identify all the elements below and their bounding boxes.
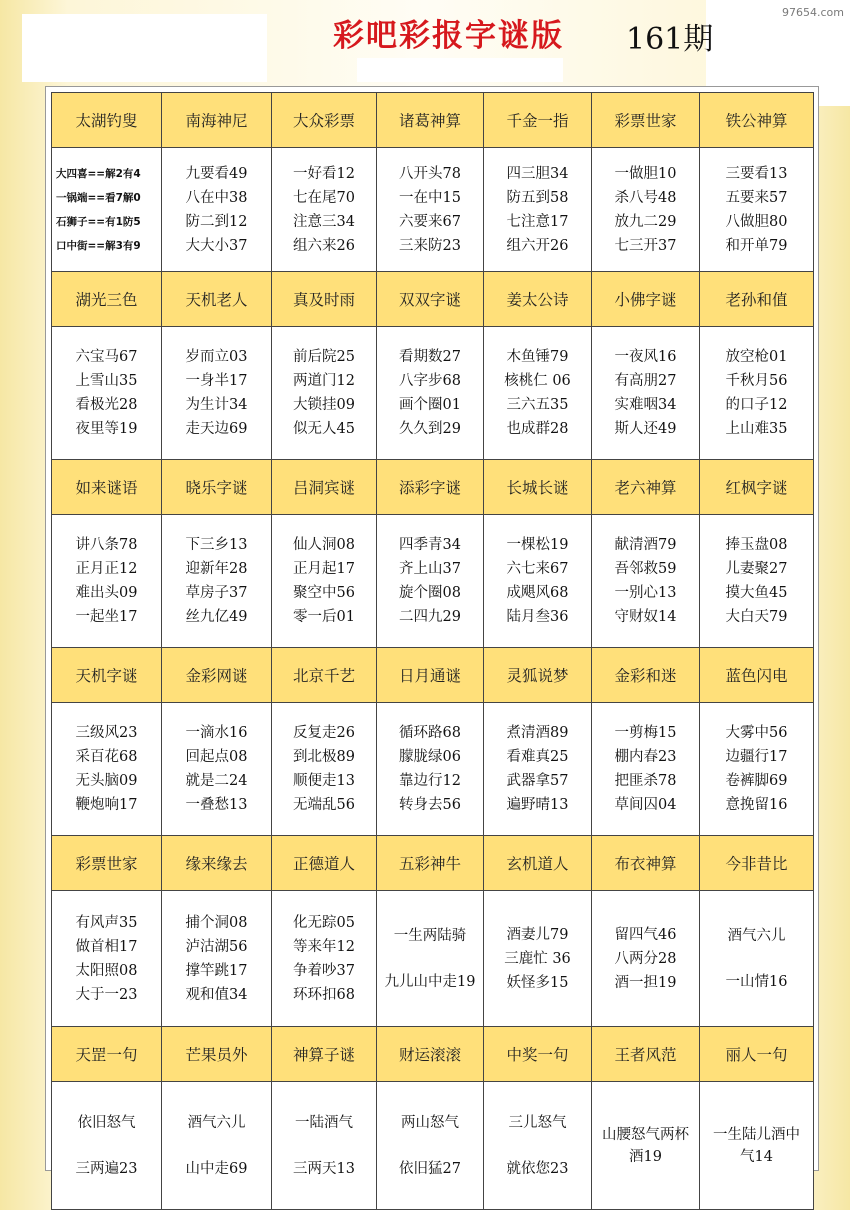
clue-line: 太阳照08 — [75, 962, 138, 979]
puzzle-cell — [162, 703, 272, 836]
clue-line: 下三乡13 — [185, 537, 248, 553]
clue-line: 就是二24 — [185, 773, 248, 789]
clue-line: 卷裤脚69 — [725, 773, 788, 789]
clue-line: 酒一担19 — [614, 974, 677, 991]
header-row — [52, 648, 814, 703]
column-header: 晓乐字谜 — [162, 460, 272, 515]
puzzle-cell — [592, 891, 700, 1027]
puzzle-cell — [484, 327, 592, 460]
clue-line: 放九二29 — [614, 213, 677, 230]
clue-line: 斯人还49 — [614, 421, 677, 437]
clue-line: 大白天79 — [725, 609, 788, 625]
clue-line: 看期数27 — [399, 349, 461, 365]
clue-line: 为生计34 — [185, 397, 248, 413]
puzzle-table — [51, 92, 814, 1210]
clue-line: 三两天13 — [293, 1160, 355, 1177]
clue-line: 成飓风68 — [506, 585, 569, 601]
clue-line: 仙人洞08 — [293, 537, 355, 553]
column-header: 五彩神牛 — [377, 836, 484, 891]
clue-line: 一好看12 — [293, 165, 355, 182]
clue-line: 山中走69 — [185, 1160, 248, 1177]
clue-line: 棚内春23 — [614, 749, 677, 765]
column-header: 吕洞宾谜 — [272, 460, 377, 515]
clue-line: 七三开37 — [614, 237, 677, 254]
column-header: 老六神算 — [592, 460, 700, 515]
clue-line: 依旧怒气 — [77, 1114, 136, 1131]
clue-line: 似无人45 — [293, 421, 355, 437]
puzzle-cell — [484, 703, 592, 836]
column-header: 彩票世家 — [52, 836, 162, 891]
clue-line: 一生两陆骑 — [393, 927, 467, 944]
clue-line: 零一后01 — [293, 609, 355, 625]
clue-line: 杀八号48 — [614, 189, 677, 206]
column-header: 铁公神算 — [700, 93, 814, 148]
column-header: 小佛字谜 — [592, 272, 700, 327]
column-header: 千金一指 — [484, 93, 592, 148]
clue-line: 前后院25 — [293, 349, 355, 365]
column-header: 日月通谜 — [377, 648, 484, 703]
clue-line: 上山难35 — [725, 421, 788, 437]
clue-line: 走天边69 — [185, 421, 248, 437]
clue-line: 四季青34 — [399, 537, 461, 553]
column-header: 正德道人 — [272, 836, 377, 891]
header-row — [52, 836, 814, 891]
column-header: 芒果员外 — [162, 1027, 272, 1082]
clue-line: 大雾中56 — [725, 725, 788, 741]
column-header: 灵狐说梦 — [484, 648, 592, 703]
blank-panel-middle — [357, 58, 563, 82]
column-header: 彩票世家 — [592, 93, 700, 148]
clue-line: 到北极89 — [293, 749, 355, 765]
site-watermark: 97654.com — [782, 6, 844, 19]
clue-line: 一生陆儿酒中气14 — [713, 1126, 800, 1165]
puzzle-cell — [162, 515, 272, 648]
clue-line: 实难咽34 — [614, 397, 677, 413]
clue-line: 回起点08 — [185, 749, 248, 765]
clue-line: 丝九亿49 — [185, 609, 248, 625]
clue-line: 看极光28 — [75, 397, 138, 413]
clue-line: 防二到12 — [185, 213, 248, 230]
clue-line: 一身半17 — [185, 373, 248, 389]
clue-line: 靠边行12 — [399, 773, 461, 789]
column-header: 如来谜语 — [52, 460, 162, 515]
clue-line: 正月起17 — [293, 561, 355, 577]
column-header: 缘来缘去 — [162, 836, 272, 891]
clue-line: 二四九29 — [399, 609, 461, 625]
clue-line: 八做胆80 — [725, 213, 788, 230]
column-header: 老孙和值 — [700, 272, 814, 327]
column-header: 今非昔比 — [700, 836, 814, 891]
puzzle-cell — [52, 515, 162, 648]
clue-line: 三六五35 — [506, 397, 569, 413]
column-header: 双双字谜 — [377, 272, 484, 327]
puzzle-cell — [52, 1082, 162, 1210]
spacer — [52, 1135, 161, 1157]
clue-line: 朦胧绿06 — [399, 749, 461, 765]
puzzle-cell — [700, 891, 814, 1027]
spacer — [272, 1135, 376, 1157]
puzzle-cell — [272, 327, 377, 460]
clue-line: 口中街==解3有9 — [56, 239, 141, 252]
content-row — [52, 148, 814, 272]
puzzle-cell — [272, 148, 377, 272]
clue-line: 画个圈01 — [399, 397, 461, 413]
column-header: 神算子谜 — [272, 1027, 377, 1082]
clue-line: 酒气六儿 — [727, 927, 786, 944]
column-header: 北京千艺 — [272, 648, 377, 703]
column-header: 真及时雨 — [272, 272, 377, 327]
clue-line: 放空枪01 — [725, 349, 788, 365]
column-header: 添彩字谜 — [377, 460, 484, 515]
column-header: 金彩网谜 — [162, 648, 272, 703]
puzzle-cell — [484, 515, 592, 648]
clue-line: 守财奴14 — [614, 609, 677, 625]
header-row — [52, 1027, 814, 1082]
content-row — [52, 891, 814, 1027]
clue-line: 一滴水16 — [185, 725, 248, 741]
clue-line: 采百花68 — [75, 749, 138, 765]
column-header: 蓝色闪电 — [700, 648, 814, 703]
clue-line: 无头脑09 — [75, 773, 138, 789]
content-row — [52, 703, 814, 836]
clue-line: 反复走26 — [293, 725, 355, 741]
puzzle-cell — [700, 1082, 814, 1210]
clue-line: 有高朋27 — [614, 373, 677, 389]
puzzle-cell — [484, 891, 592, 1027]
column-header: 中奖一句 — [484, 1027, 592, 1082]
column-header: 王者风范 — [592, 1027, 700, 1082]
clue-line: 草房子37 — [185, 585, 248, 601]
clue-line: 武器拿57 — [506, 773, 569, 789]
puzzle-cell — [272, 703, 377, 836]
puzzle-cell — [162, 148, 272, 272]
clue-line: 捧玉盘08 — [725, 537, 788, 553]
content-row — [52, 327, 814, 460]
puzzle-cell — [52, 703, 162, 836]
column-header: 玄机道人 — [484, 836, 592, 891]
column-header: 姜太公诗 — [484, 272, 592, 327]
clue-line: 两山怒气 — [401, 1114, 459, 1131]
header-row — [52, 93, 814, 148]
clue-line: 齐上山37 — [399, 561, 461, 577]
puzzle-cell — [52, 891, 162, 1027]
clue-line: 化无踪05 — [293, 914, 355, 931]
clue-line: 的口子12 — [725, 397, 788, 413]
issue-number: 161期 — [626, 22, 714, 57]
clue-line: 岁而立03 — [185, 349, 248, 365]
clue-line: 三鹿忙 36 — [504, 950, 571, 967]
clue-line: 撑竿跳17 — [185, 962, 248, 979]
clue-line: 九儿山中走19 — [384, 973, 476, 990]
clue-line: 三级风23 — [75, 725, 138, 741]
clue-line: 注意三34 — [293, 213, 355, 230]
column-header: 天罡一句 — [52, 1027, 162, 1082]
clue-line: 陆月叁36 — [506, 609, 569, 625]
clue-line: 遍野晴13 — [506, 797, 569, 813]
clue-line: 三儿怒气 — [508, 1114, 567, 1131]
puzzle-cell — [377, 515, 484, 648]
clue-line: 一在中15 — [399, 189, 461, 206]
clue-line: 防五到58 — [506, 189, 569, 206]
puzzle-cell — [52, 148, 162, 272]
clue-line: 迎新年28 — [185, 561, 248, 577]
clue-line: 儿妻聚27 — [725, 561, 788, 577]
content-row — [52, 1082, 814, 1210]
puzzle-cell — [377, 703, 484, 836]
clue-line: 把匪杀78 — [614, 773, 677, 789]
puzzle-cell — [162, 891, 272, 1027]
clue-line: 依旧猛27 — [399, 1160, 461, 1177]
column-header: 太湖钓叟 — [52, 93, 162, 148]
puzzle-cell — [377, 327, 484, 460]
clue-line: 一剪梅15 — [614, 725, 677, 741]
clue-line: 旋个圈08 — [399, 585, 461, 601]
clue-line: 大于一23 — [75, 986, 138, 1003]
clue-line: 顺便走13 — [293, 773, 355, 789]
clue-line: 摸大鱼45 — [725, 585, 788, 601]
clue-line: 组六开26 — [506, 237, 569, 254]
clue-line: 争着吵37 — [293, 962, 355, 979]
spacer — [377, 1135, 483, 1157]
clue-line: 六要来67 — [399, 213, 461, 230]
puzzle-cell — [700, 515, 814, 648]
column-header: 长城长谜 — [484, 460, 592, 515]
clue-line: 看难真25 — [506, 749, 569, 765]
page-title: 彩吧彩报字谜版 — [333, 18, 564, 54]
column-header: 天机老人 — [162, 272, 272, 327]
puzzle-sheet — [45, 86, 819, 1177]
column-header: 丽人一句 — [700, 1027, 814, 1082]
clue-line: 转身去56 — [399, 797, 461, 813]
clue-line: 等来年12 — [293, 938, 355, 955]
spacer — [162, 1135, 271, 1157]
puzzle-cell — [162, 1082, 272, 1210]
clue-line: 鞭炮响17 — [75, 797, 138, 813]
clue-line: 六宝马67 — [75, 349, 138, 365]
blank-panel-left — [22, 14, 267, 82]
clue-line: 夜里等19 — [75, 421, 138, 437]
clue-line: 大锁挂09 — [293, 397, 355, 413]
clue-line: 三两遍23 — [75, 1160, 138, 1177]
column-header: 财运滚滚 — [377, 1027, 484, 1082]
column-header: 大众彩票 — [272, 93, 377, 148]
puzzle-cell — [272, 1082, 377, 1210]
header-row — [52, 460, 814, 515]
column-header: 诸葛神算 — [377, 93, 484, 148]
puzzle-cell — [377, 1082, 484, 1210]
clue-line: 木鱼锤79 — [506, 349, 569, 365]
clue-line: 上雪山35 — [75, 373, 138, 389]
clue-line: 酒气六儿 — [187, 1114, 246, 1131]
content-row — [52, 515, 814, 648]
puzzle-cell — [700, 703, 814, 836]
clue-line: 观和值34 — [185, 986, 248, 1003]
clue-line: 一叠愁13 — [185, 797, 248, 813]
clue-line: 组六来26 — [293, 237, 355, 254]
puzzle-cell — [592, 515, 700, 648]
column-header: 湖光三色 — [52, 272, 162, 327]
clue-line: 久久到29 — [399, 421, 461, 437]
clue-line: 大大小37 — [185, 237, 248, 254]
clue-line: 石狮子==有1防5 — [56, 215, 141, 228]
clue-line: 五要来57 — [725, 189, 788, 206]
clue-line: 山腰怒气两杯酒19 — [602, 1126, 689, 1165]
column-header: 南海神尼 — [162, 93, 272, 148]
clue-line: 正月正12 — [75, 561, 138, 577]
puzzle-cell — [272, 891, 377, 1027]
clue-line: 两道门12 — [293, 373, 355, 389]
clue-line: 和开单79 — [725, 237, 788, 254]
clue-line: 酒妻儿79 — [506, 926, 569, 943]
clue-line: 煮清酒89 — [506, 725, 569, 741]
puzzle-cell — [272, 515, 377, 648]
clue-line: 循环路68 — [399, 725, 461, 741]
puzzle-cell — [592, 703, 700, 836]
clue-line: 八字步68 — [399, 373, 461, 389]
clue-line: 千秋月56 — [725, 373, 788, 389]
clue-line: 六七来67 — [506, 561, 569, 577]
puzzle-cell — [592, 327, 700, 460]
puzzle-cell — [592, 1082, 700, 1210]
column-header: 红枫字谜 — [700, 460, 814, 515]
clue-line: 一别心13 — [614, 585, 677, 601]
clue-line: 吾邻救59 — [614, 561, 677, 577]
column-header: 天机字谜 — [52, 648, 162, 703]
clue-line: 一做胆10 — [614, 165, 677, 182]
spacer — [377, 948, 483, 970]
clue-line: 大四喜==解2有4 — [56, 167, 141, 180]
spacer — [700, 948, 813, 970]
clue-line: 留四气46 — [614, 926, 677, 943]
spacer — [484, 1135, 591, 1157]
puzzle-cell — [700, 327, 814, 460]
clue-line: 聚空中56 — [293, 585, 355, 601]
puzzle-cell — [484, 1082, 592, 1210]
clue-line: 一棵松19 — [506, 537, 569, 553]
clue-line: 草间囚04 — [614, 797, 677, 813]
clue-line: 意挽留16 — [725, 797, 788, 813]
clue-line: 泸沽湖56 — [185, 938, 248, 955]
clue-line: 妖怪多15 — [506, 974, 569, 991]
clue-line: 八两分28 — [614, 950, 677, 967]
puzzle-cell — [700, 148, 814, 272]
clue-line: 八开头78 — [399, 165, 461, 182]
clue-line: 三来防23 — [399, 237, 461, 254]
clue-line: 讲八条78 — [75, 537, 138, 553]
clue-line: 三要看13 — [725, 165, 788, 182]
clue-line: 也成群28 — [506, 421, 569, 437]
puzzle-cell — [484, 148, 592, 272]
clue-line: 无端乱56 — [293, 797, 355, 813]
puzzle-cell — [377, 148, 484, 272]
puzzle-cell — [52, 327, 162, 460]
puzzle-cell — [162, 327, 272, 460]
clue-line: 环环扣68 — [293, 986, 355, 1003]
clue-line: 边疆行17 — [725, 749, 788, 765]
clue-line: 就依您23 — [506, 1160, 569, 1177]
clue-line: 一陆酒气 — [295, 1114, 353, 1131]
clue-line: 一夜风16 — [614, 349, 677, 365]
puzzle-cell — [592, 148, 700, 272]
clue-line: 做首相17 — [75, 938, 138, 955]
clue-line: 七注意17 — [506, 213, 569, 230]
column-header: 布衣神算 — [592, 836, 700, 891]
clue-line: 四三胆34 — [506, 165, 569, 182]
clue-line: 难出头09 — [75, 585, 138, 601]
puzzle-cell — [377, 891, 484, 1027]
clue-line: 八在中38 — [185, 189, 248, 206]
column-header: 金彩和迷 — [592, 648, 700, 703]
clue-line: 核桃仁 06 — [504, 373, 571, 389]
clue-line: 九要看49 — [185, 165, 248, 182]
clue-line: 七在尾70 — [293, 189, 355, 206]
clue-line: 一起坐17 — [75, 609, 138, 625]
clue-line: 有风声35 — [75, 914, 138, 931]
clue-line: 献清酒79 — [614, 537, 677, 553]
clue-line: 一锅端==看7解0 — [56, 191, 141, 204]
clue-line: 捕个洞08 — [185, 914, 248, 931]
header-row — [52, 272, 814, 327]
clue-line: 一山情16 — [725, 973, 788, 990]
